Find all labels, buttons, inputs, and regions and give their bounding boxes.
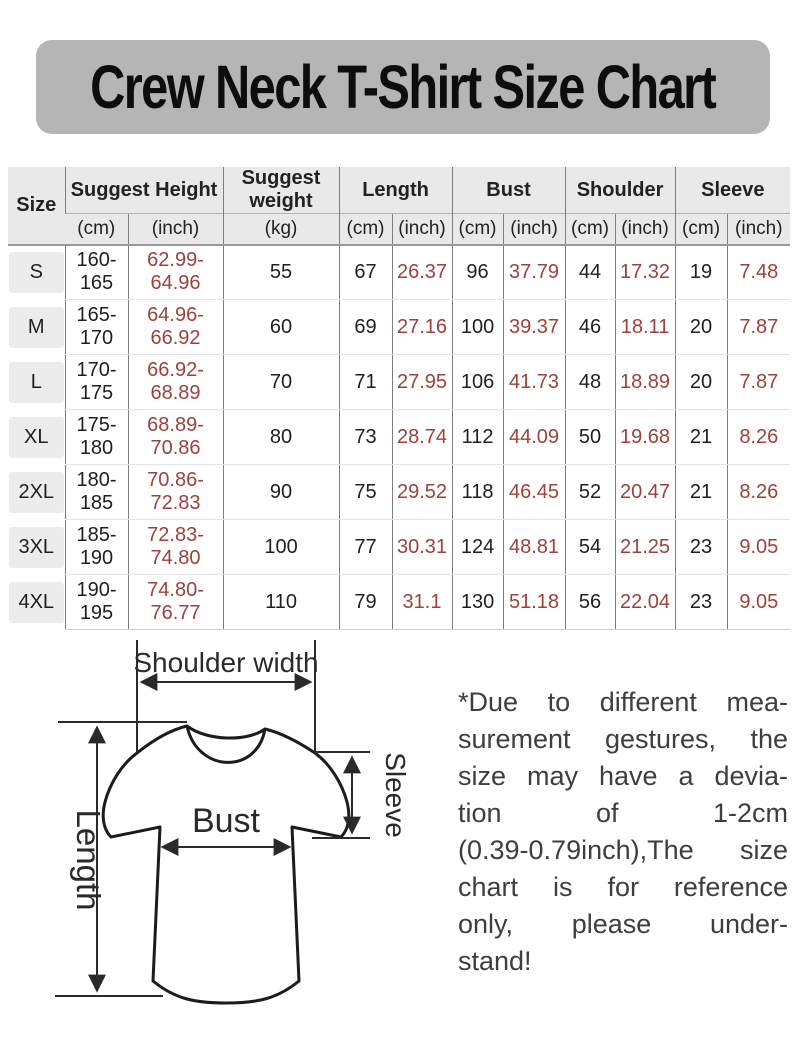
unit-length-inch: (inch) [392, 214, 452, 245]
height-cm-cell: 185-190 [65, 520, 128, 575]
unit-bust-inch: (inch) [503, 214, 565, 245]
table-row [8, 300, 790, 355]
size-cell [8, 300, 65, 355]
size-cell [8, 465, 65, 520]
bust-cm-cell: 118 [452, 465, 503, 520]
bust-cm-cell: 100 [452, 300, 503, 355]
size-label: S [9, 252, 64, 293]
shoulder-cm-cell: 48 [565, 355, 615, 410]
weight-kg-cell: 70 [223, 355, 339, 410]
note-line: tion of 1-2cm [458, 798, 788, 828]
weight-kg-cell: 55 [223, 245, 339, 300]
length-cm-cell: 69 [339, 300, 392, 355]
unit-height-inch: (inch) [128, 214, 223, 245]
sleeve-inch-cell: 7.87 [727, 355, 790, 410]
column-header-sleeve: Sleeve [675, 167, 790, 214]
column-header-suggest-height: Suggest Height [65, 167, 223, 214]
size-cell [8, 355, 65, 410]
length-inch-cell: 28.74 [392, 410, 452, 465]
tshirt-measurement-diagram [30, 625, 430, 1040]
height-cm-cell: 190-195 [65, 575, 128, 630]
column-header-size: Size [8, 167, 65, 245]
sleeve-cm-cell: 19 [675, 245, 727, 300]
bust-label: Bust [191, 802, 261, 840]
note-line: (0.39-0.79inch),The size [458, 835, 788, 865]
note-line: size may have a devia- [458, 761, 788, 791]
bust-inch-cell: 39.37 [503, 300, 565, 355]
tshirt-outline-icon [103, 726, 349, 1003]
sleeve-cm-cell: 20 [675, 300, 727, 355]
height-cm-cell: 160-165 [65, 245, 128, 300]
shoulder-inch-cell: 21.25 [615, 520, 675, 575]
table-row [8, 465, 790, 520]
bust-cm-cell: 130 [452, 575, 503, 630]
sleeve-inch-cell: 7.87 [727, 300, 790, 355]
header-group-row [8, 167, 790, 214]
sleeve-cm-cell: 23 [675, 575, 727, 630]
unit-sleeve-inch: (inch) [727, 214, 790, 245]
size-cell [8, 245, 65, 300]
table-row [8, 520, 790, 575]
shoulder-cm-cell: 52 [565, 465, 615, 520]
table-row [8, 575, 790, 630]
shoulder-inch-cell: 17.32 [615, 245, 675, 300]
bust-inch-cell: 46.45 [503, 465, 565, 520]
size-cell [8, 520, 65, 575]
height-cm-cell: 165-170 [65, 300, 128, 355]
sleeve-inch-cell: 9.05 [727, 575, 790, 630]
length-cm-cell: 73 [339, 410, 392, 465]
bust-inch-cell: 51.18 [503, 575, 565, 630]
size-label: XL [9, 417, 64, 458]
weight-kg-cell: 100 [223, 520, 339, 575]
shoulder-inch-cell: 18.11 [615, 300, 675, 355]
measurement-note [458, 684, 788, 980]
unit-length-cm: (cm) [339, 214, 392, 245]
sleeve-cm-cell: 23 [675, 520, 727, 575]
length-inch-cell: 29.52 [392, 465, 452, 520]
weight-kg-cell: 60 [223, 300, 339, 355]
weight-kg-cell: 90 [223, 465, 339, 520]
table-row [8, 410, 790, 465]
shoulder-inch-cell: 19.68 [615, 410, 675, 465]
page-title: Crew Neck T-Shirt Size Chart [90, 53, 716, 121]
note-line: chart is for reference [458, 872, 788, 902]
bust-cm-cell: 112 [452, 410, 503, 465]
length-inch-cell: 26.37 [392, 245, 452, 300]
height-cm-cell: 175-180 [65, 410, 128, 465]
shoulder-cm-cell: 56 [565, 575, 615, 630]
sleeve-annotation [312, 752, 370, 838]
size-table [8, 167, 790, 630]
sleeve-inch-cell: 8.26 [727, 410, 790, 465]
note-line: stand! [458, 946, 532, 976]
height-inch-cell: 62.99-64.96 [128, 245, 223, 300]
table-body [8, 245, 790, 630]
unit-weight-kg: (kg) [223, 214, 339, 245]
shoulder-inch-cell: 18.89 [615, 355, 675, 410]
length-inch-cell: 31.1 [392, 575, 452, 630]
size-cell [8, 410, 65, 465]
shoulder-width-label: Shoulder width [133, 647, 319, 678]
note-line: only, please under- [458, 909, 788, 939]
size-label: M [9, 307, 64, 348]
unit-height-cm: (cm) [65, 214, 128, 245]
sleeve-inch-cell: 7.48 [727, 245, 790, 300]
height-inch-cell: 68.89-70.86 [128, 410, 223, 465]
sleeve-cm-cell: 21 [675, 410, 727, 465]
header-unit-row [8, 214, 790, 245]
shoulder-cm-cell: 44 [565, 245, 615, 300]
bust-inch-cell: 37.79 [503, 245, 565, 300]
tshirt-diagram-svg [30, 625, 430, 1040]
column-header-bust: Bust [452, 167, 565, 214]
weight-kg-cell: 80 [223, 410, 339, 465]
column-header-shoulder: Shoulder [565, 167, 675, 214]
shoulder-cm-cell: 54 [565, 520, 615, 575]
column-header-length: Length [339, 167, 452, 214]
height-cm-cell: 170-175 [65, 355, 128, 410]
size-cell [8, 575, 65, 630]
shoulder-inch-cell: 20.47 [615, 465, 675, 520]
sleeve-cm-cell: 21 [675, 465, 727, 520]
height-inch-cell: 74.80-76.77 [128, 575, 223, 630]
length-cm-cell: 67 [339, 245, 392, 300]
table-row [8, 355, 790, 410]
bust-cm-cell: 106 [452, 355, 503, 410]
height-inch-cell: 64.96-66.92 [128, 300, 223, 355]
length-inch-cell: 30.31 [392, 520, 452, 575]
note-line: *Due to different mea- [458, 687, 788, 717]
size-label: 3XL [9, 527, 64, 568]
shoulder-inch-cell: 22.04 [615, 575, 675, 630]
bust-inch-cell: 44.09 [503, 410, 565, 465]
bust-cm-cell: 96 [452, 245, 503, 300]
weight-kg-cell: 110 [223, 575, 339, 630]
length-cm-cell: 79 [339, 575, 392, 630]
length-inch-cell: 27.95 [392, 355, 452, 410]
unit-shoulder-inch: (inch) [615, 214, 675, 245]
sleeve-inch-cell: 8.26 [727, 465, 790, 520]
shoulder-cm-cell: 46 [565, 300, 615, 355]
bust-cm-cell: 124 [452, 520, 503, 575]
length-cm-cell: 77 [339, 520, 392, 575]
length-cm-cell: 71 [339, 355, 392, 410]
sleeve-label: Sleeve [380, 752, 411, 838]
height-inch-cell: 72.83-74.80 [128, 520, 223, 575]
size-label: 4XL [9, 582, 64, 623]
length-label: Length [70, 809, 107, 911]
title-banner [36, 40, 770, 134]
unit-sleeve-cm: (cm) [675, 214, 727, 245]
column-header-suggest-weight: Suggest weight [223, 167, 339, 214]
size-label: L [9, 362, 64, 403]
shoulder-cm-cell: 50 [565, 410, 615, 465]
height-inch-cell: 66.92-68.89 [128, 355, 223, 410]
size-label: 2XL [9, 472, 64, 513]
table-header [8, 167, 790, 245]
height-cm-cell: 180-185 [65, 465, 128, 520]
unit-bust-cm: (cm) [452, 214, 503, 245]
table-row [8, 245, 790, 300]
bust-inch-cell: 41.73 [503, 355, 565, 410]
height-inch-cell: 70.86-72.83 [128, 465, 223, 520]
sleeve-cm-cell: 20 [675, 355, 727, 410]
sleeve-inch-cell: 9.05 [727, 520, 790, 575]
note-line: surement gestures, the [458, 724, 788, 754]
unit-shoulder-cm: (cm) [565, 214, 615, 245]
length-cm-cell: 75 [339, 465, 392, 520]
length-inch-cell: 27.16 [392, 300, 452, 355]
bust-inch-cell: 48.81 [503, 520, 565, 575]
